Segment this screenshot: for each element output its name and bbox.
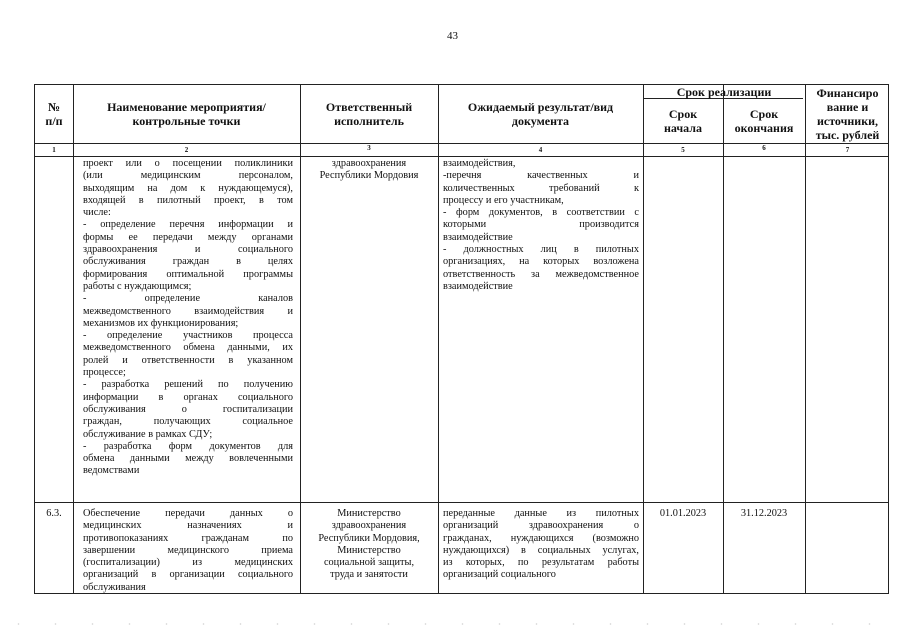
row-result-cell (443, 158, 639, 293)
col-number: 5 (681, 146, 685, 154)
text-line: информации в органах социального (83, 391, 293, 403)
row-name-cell (83, 508, 293, 594)
text-line: (госпитализации) из медицинских (83, 557, 293, 569)
text-line: выходящим на дом к нуждающемуся), (83, 182, 293, 194)
row-start-date: 01.01.2023 (659, 508, 707, 519)
text-line: обслуживания о госпитализации (83, 403, 293, 415)
text-line: здравоохранения и социального (83, 244, 293, 256)
text-line: обслуживания (83, 581, 146, 593)
row-name-cell (83, 158, 293, 478)
text-line: здравоохранения (331, 520, 407, 532)
text-line: из которых, по результатам работы (443, 557, 639, 569)
text-line: процессу и его участникам, (443, 194, 564, 206)
text-line: - определение каналов (83, 293, 293, 305)
text-line: завершении медицинского приема (83, 544, 293, 556)
text-line: организаций здравоохранения о (443, 520, 639, 532)
header-finance: Финансиро вание и источники, тыс. рублей (815, 86, 880, 142)
text-line: - определение участников процесса (83, 330, 293, 342)
text-line: ролей и ответственности в указанном (83, 354, 293, 366)
text-line: организаций социального (443, 569, 556, 581)
text-line: ответственность за межведомственное (443, 268, 639, 280)
text-line: Министерство (337, 508, 401, 519)
text-line: медицинских назначениях и (83, 520, 293, 532)
text-line: - разработка форм документов для (83, 440, 293, 452)
col-number: 7 (845, 146, 850, 154)
page-number: 43 (447, 30, 458, 42)
text-line: взаимодействия, (443, 158, 516, 169)
text-line: формы ее передачи между органами (83, 231, 293, 243)
text-line: организациях, на которых возложена (443, 256, 639, 268)
text-line: граждан, получающих социальное (83, 416, 293, 428)
row-executor-cell (305, 508, 433, 582)
text-line: Министерство (337, 544, 401, 556)
row-result-cell (443, 508, 639, 582)
text-line: межведомственного обмена данными, их (83, 342, 293, 354)
text-line: организаций в организации социального (83, 569, 293, 581)
text-line: -перечня качественных и (443, 170, 639, 182)
text-line: переданные данные из пилотных (443, 508, 639, 519)
header-period: Срок реализации (676, 84, 772, 99)
text-line: (или медицинским персоналом, (83, 170, 293, 182)
header-end: Срок окончания (734, 106, 794, 135)
text-line: формирования оптимальной программы (83, 268, 293, 280)
text-line: социальной защиты, (323, 557, 415, 569)
text-line: здравоохранения (331, 158, 407, 169)
text-line: межведомственного взаимодействия и (83, 305, 293, 317)
text-line: нуждающихся) в социальных услугах, (443, 544, 639, 556)
col-number: 1 (52, 146, 56, 154)
text-line: ведомствами (83, 465, 140, 477)
col-number: 2 (184, 146, 189, 154)
col-number: 4 (538, 146, 543, 154)
text-line: проект или о посещении поликлиники (83, 158, 293, 169)
text-line: гражданах, нуждающихся (возможно (443, 532, 639, 544)
text-line: механизмов их функционирования; (83, 317, 239, 329)
text-line: - должностных лиц в пилотных (443, 244, 639, 256)
scan-noise (0, 622, 905, 626)
col-number: 6 (762, 144, 766, 152)
text-line: противопоказаниях гражданам по (83, 532, 293, 544)
text-line: Республики Мордовия, (318, 532, 420, 544)
header-result: Ожидаемый результат/вид документа (467, 100, 614, 128)
text-line: обслуживания граждан в целях (83, 256, 293, 268)
text-line: - разработка решений по получению (83, 379, 293, 391)
text-line: взаимодействие (443, 280, 513, 292)
text-line: количественных требований к (443, 182, 639, 194)
text-line: Республики Мордовия (319, 170, 419, 182)
text-line: которыми производится (443, 219, 639, 231)
text-line: обмена данными между вовлеченными (83, 453, 293, 465)
text-line: входящей в пилотный проект, в том (83, 194, 293, 206)
text-line: - форм документов, в соответствии с (443, 207, 639, 219)
text-line: взаимодействие (443, 231, 513, 243)
header-executor: Ответственный исполнитель (325, 100, 413, 128)
text-line: Обеспечение передачи данных о (83, 508, 293, 519)
measures-table (34, 84, 889, 594)
col-number: 3 (367, 144, 371, 152)
header-num: № п/п (45, 100, 63, 128)
row-executor-cell (305, 158, 433, 183)
text-line: - определение перечня информации и (83, 219, 293, 231)
text-line: труда и занятости (330, 569, 408, 581)
header-start: Срок начала (663, 106, 703, 135)
text-line: работы с нуждающимся; (83, 280, 192, 292)
text-line: обслуживание в рамках СДУ; (83, 428, 213, 440)
header-name: Наименование мероприятия/ контрольные точки (107, 100, 266, 128)
text-line: числе: (83, 207, 111, 219)
row-end-date: 31.12.2023 (740, 508, 788, 519)
text-line: процессе; (83, 367, 126, 379)
row-number: 6.3. (46, 508, 62, 519)
